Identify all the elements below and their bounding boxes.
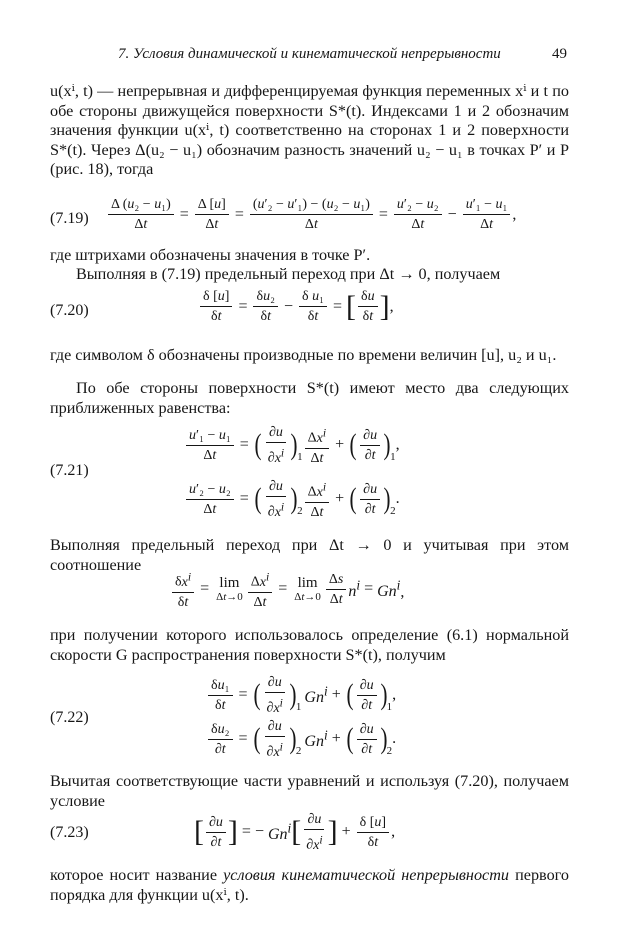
paragraph-4: где символом δ обозначены производные по времени величин [u], u₂ и u₁. [50, 346, 557, 364]
equation-7-23: [ $\frac{\partial u}{\partial t}$ ] = − Gn$^i$ [ $\frac{\partial u}{\partial x^i}$ ] + $\frac{\delta [u]}{\delta t}$ , [194, 812, 396, 853]
paragraph-1: u(xⁱ, t) — непрерывная и дифференцируемая функция переменных xⁱ и t по обе стороны движущейся поверхности S*(t). Индексами 1 и 2 обозначим значения функции u(xⁱ, t) соответственно на сторонах 1 и 2 поверхности S*(t). Через Δ(u₂ − u₁) обозначим разность значений u₂ − u₁ в точках P′ и P (рис. 18), тогда [50, 82, 569, 178]
paragraph-2: где штрихами обозначены значения в точке P′. [50, 246, 371, 264]
paragraph-5: По обе стороны поверхности S*(t) имеют место два следующих приближенных равенства: [50, 379, 569, 417]
paragraph-8: Вычитая соответствующие части уравнений и используя (7.20), получаем условие [50, 772, 569, 810]
paragraph-9 [50, 866, 569, 905]
equation-7-21a: $\frac{\text{u′₁ − u₁}}{\Delta t}$ = ( $\frac{\partial u}{\partial x^i}$ ) 1 $\frac{\Delta x^i}{\Delta t}$ + ( $\frac{\partial u}{\partial t}$ ) 1 , [184, 424, 400, 467]
page-number: 49 [552, 46, 567, 62]
equation-7-21b: $\frac{\text{u′₂ − u₂}}{\Delta t}$ = ( $\frac{\partial u}{\partial x^i}$ ) 2 $\frac{\Delta x^i}{\Delta t}$ + ( $\frac{\partial u}{\partial t}$ ) 2 . [184, 478, 400, 521]
equation-7-22b: $\frac{\text{δu₂}}{\partial t}$ = ( $\frac{\partial u}{\partial x^i}$ ) 2 Gn$^i$ + ( $\frac{\partial u}{\partial t}$ ) 2 . [206, 718, 396, 761]
paragraph-3: Выполняя в (7.19) предельный переход при Δt → 0, получаем [76, 265, 501, 283]
equation-number-7-19: (7.19) [50, 210, 89, 227]
header-title: 7. Условия динамической и кинематической непрерывности [118, 46, 501, 62]
equation-7-20: $\frac{\delta [u]}{\delta t}$ = $\frac{\text{δu₂}}{\delta t}$ − $\frac{\text{δ u₁}}{\delta t}$ = [ $\frac{\delta u}{\delta t}$ ] , [198, 288, 394, 325]
paragraph-7: при получении которого использовалось определение (6.1) нормальной скорости G распространения поверхности S*(t), получим [50, 626, 569, 664]
paragraph-9-term: условия кинематической непрерывности [223, 866, 510, 884]
equation-number-7-21: (7.21) [50, 462, 89, 479]
equation-normal-velocity: $\frac{\delta x^i}{\delta t}$ = lim Δt→0 $\frac{\Delta x^i}{\Delta t}$ = lim Δt→0 $\frac{\Delta s}{\Delta t}$ $n^i$ = Gn$^i$, [170, 568, 404, 611]
equation-number-7-20: (7.20) [50, 302, 89, 319]
equation-number-7-23: (7.23) [50, 824, 89, 841]
paragraph-9-suffix: первого порядка для функции u(xⁱ, t). [50, 866, 569, 904]
equation-number-7-22: (7.22) [50, 709, 89, 726]
paragraph-6: Выполняя предельный переход при Δt → 0 и учитывая при этом соотношение [50, 536, 569, 574]
equation-7-19: $\frac{\text{Δ (u₂ − u₁)}}{\Delta t}$ = $\frac{\Delta [u]}{\Delta t}$ = $\frac{\text{(u′₂ − u′₁) − (u₂ − u₁)}}{\Delta t}$ = $\frac{\text{u′₂ − u₂}}{\Delta t}$ − $\frac{\text{u′₁ − u₁}}{\Delta t}$ , [106, 196, 516, 233]
paragraph-9-prefix: которое носит название [50, 866, 218, 884]
equation-7-22a: $\frac{\text{δu₁}}{\delta t}$ = ( $\frac{\partial u}{\partial x^i}$ ) 1 Gn$^i$ + ( $\frac{\partial u}{\partial t}$ ) 1 , [206, 674, 396, 717]
running-header [118, 46, 567, 63]
